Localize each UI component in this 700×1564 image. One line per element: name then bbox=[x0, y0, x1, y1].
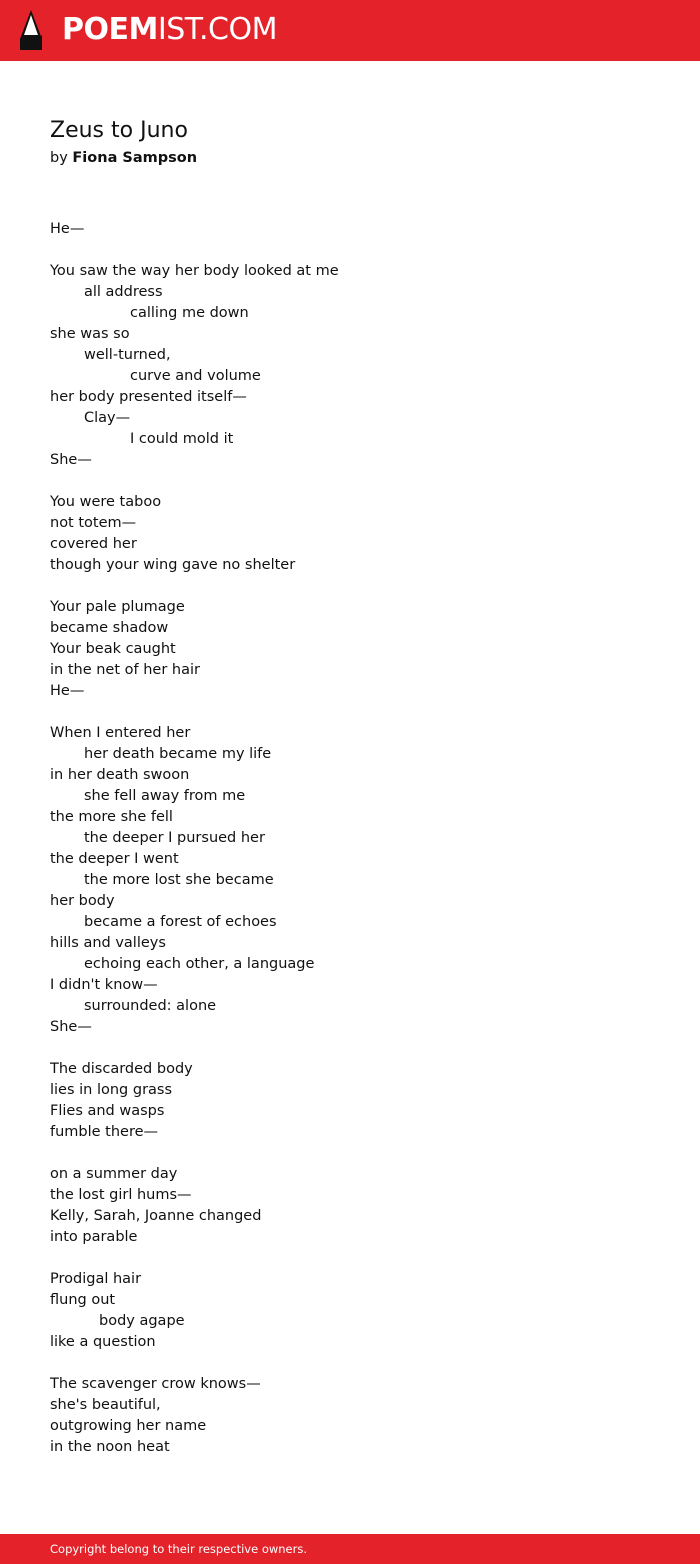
poem-line: Clay— bbox=[84, 410, 131, 426]
poem-line: she's beautiful, bbox=[50, 1397, 161, 1413]
author-name: Fiona Sampson bbox=[72, 150, 198, 166]
poem-line: on a summer day bbox=[50, 1166, 178, 1182]
poem-body bbox=[50, 219, 650, 1458]
brand-light: IST.COM bbox=[157, 12, 277, 47]
copyright-notice: Copyright belong to their respective owners. bbox=[50, 1542, 308, 1556]
poem-line: the lost girl hums— bbox=[50, 1187, 192, 1203]
poem-line: calling me down bbox=[130, 305, 249, 321]
poem-line: though your wing gave no shelter bbox=[50, 557, 296, 573]
poem-line: her death became my life bbox=[84, 746, 272, 762]
poem-line: became a forest of echoes bbox=[84, 914, 277, 930]
poem-line: You were taboo bbox=[50, 494, 162, 510]
poem-line: in the net of her hair bbox=[50, 662, 200, 678]
poem-line: The discarded body bbox=[50, 1061, 193, 1077]
site-logo[interactable] bbox=[62, 11, 277, 49]
poem-line: became shadow bbox=[50, 620, 169, 636]
poem-line bbox=[50, 1353, 650, 1374]
poem-line: echoing each other, a language bbox=[84, 956, 315, 972]
site-header bbox=[0, 0, 700, 61]
poem-line bbox=[50, 471, 650, 492]
poem-line: Your pale plumage bbox=[50, 599, 185, 615]
poem-line bbox=[50, 1248, 650, 1269]
poem-line: I could mold it bbox=[130, 431, 234, 447]
poem-line bbox=[50, 240, 650, 261]
poem-line: the deeper I went bbox=[50, 851, 179, 867]
poem-line: outgrowing her name bbox=[50, 1418, 207, 1434]
pencil-tip-icon[interactable] bbox=[18, 9, 44, 51]
poem-line: in the noon heat bbox=[50, 1439, 170, 1455]
byline bbox=[50, 146, 650, 170]
poem-line bbox=[50, 576, 650, 597]
poem-line: He— bbox=[50, 683, 85, 699]
poem-line: flung out bbox=[50, 1292, 116, 1308]
poem-line: covered her bbox=[50, 536, 137, 552]
poem-line: her body presented itself— bbox=[50, 389, 247, 405]
poem-line: well-turned, bbox=[84, 347, 171, 363]
poem-line: she fell away from me bbox=[84, 788, 246, 804]
poem-line bbox=[50, 1143, 650, 1164]
poem-line: all address bbox=[84, 284, 163, 300]
poem-line: her body bbox=[50, 893, 115, 909]
poem-line: She— bbox=[50, 452, 92, 468]
brand-bold: POEM bbox=[62, 12, 158, 47]
poem-line bbox=[50, 1038, 650, 1059]
poem-line bbox=[50, 702, 650, 723]
poem-line: she was so bbox=[50, 326, 130, 342]
poem-line: lies in long grass bbox=[50, 1082, 173, 1098]
poem-title: Zeus to Juno bbox=[50, 118, 188, 143]
poem-line: like a question bbox=[50, 1334, 156, 1350]
poem-line: surrounded: alone bbox=[84, 998, 217, 1014]
poem-line: He— bbox=[50, 221, 85, 237]
poem-line: curve and volume bbox=[130, 368, 261, 384]
poem-line: hills and valleys bbox=[50, 935, 166, 951]
poem-header bbox=[50, 116, 650, 170]
poem-line: When I entered her bbox=[50, 725, 191, 741]
poem-line: The scavenger crow knows— bbox=[50, 1376, 261, 1392]
poem-line: the more she fell bbox=[50, 809, 173, 825]
poem-line: Your beak caught bbox=[50, 641, 176, 657]
poem-line: into parable bbox=[50, 1229, 138, 1245]
poem-line: You saw the way her body looked at me bbox=[50, 263, 339, 279]
poem-line: body agape bbox=[99, 1313, 185, 1329]
poem-line: She— bbox=[50, 1019, 92, 1035]
poem-line: fumble there— bbox=[50, 1124, 159, 1140]
poem-line: in her death swoon bbox=[50, 767, 190, 783]
poem-line: the deeper I pursued her bbox=[84, 830, 265, 846]
poem-line: Kelly, Sarah, Joanne changed bbox=[50, 1208, 262, 1224]
poem-line: not totem— bbox=[50, 515, 137, 531]
poem-line: I didn't know— bbox=[50, 977, 158, 993]
poem-line: Flies and wasps bbox=[50, 1103, 165, 1119]
poem-line: the more lost she became bbox=[84, 872, 274, 888]
site-footer bbox=[0, 1534, 700, 1564]
poem-line: Prodigal hair bbox=[50, 1271, 142, 1287]
by-label: by bbox=[50, 150, 68, 166]
